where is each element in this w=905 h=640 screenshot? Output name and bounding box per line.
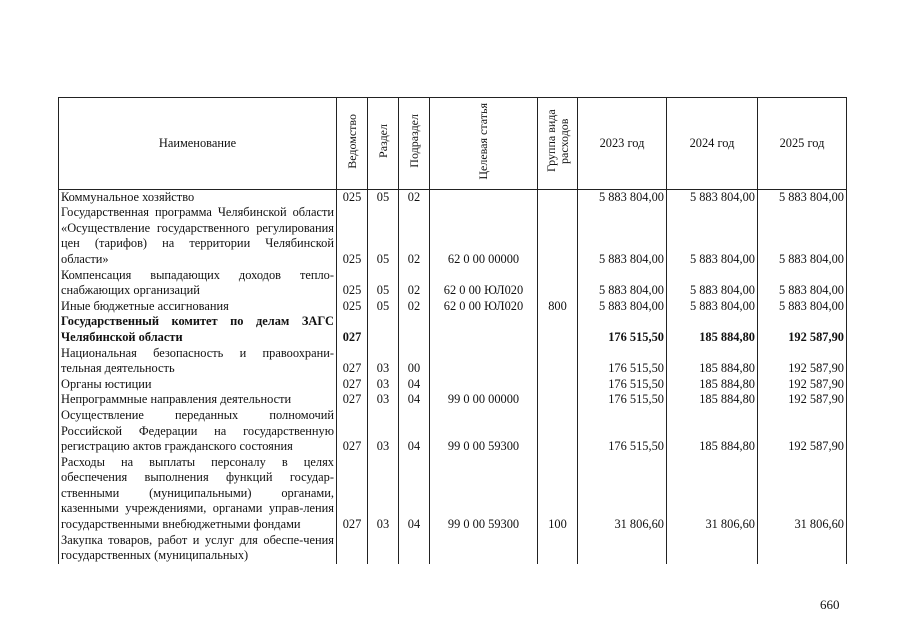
table-cell-vedomstvo: 025 (337, 299, 368, 315)
table-cell-vedomstvo: 025 (337, 205, 368, 267)
table-cell-2024: 185 884,80 (667, 346, 758, 377)
table-cell-celevaya-statya (430, 533, 538, 564)
table-cell-celevaya-statya (430, 189, 538, 205)
table-cell-2025: 192 587,90 (758, 346, 847, 377)
table-cell-gruppa (538, 392, 578, 408)
table-cell-gruppa (538, 268, 578, 299)
table-cell-podrazdel: 04 (399, 408, 430, 455)
table-cell-2025: 192 587,90 (758, 392, 847, 408)
table-cell-gruppa (538, 533, 578, 564)
table-cell-celevaya-statya: 62 0 00 ЮЛ020 (430, 299, 538, 315)
table-cell-2023: 5 883 804,00 (578, 268, 667, 299)
table-cell-2025: 5 883 804,00 (758, 205, 847, 267)
table-cell-vedomstvo: 025 (337, 268, 368, 299)
table-cell-razdel: 03 (368, 455, 399, 533)
table-cell-2023: 31 806,60 (578, 455, 667, 533)
table-cell-2025 (758, 533, 847, 564)
table-cell-vedomstvo: 027 (337, 346, 368, 377)
header-podrazdel: Подраздел (406, 114, 421, 168)
table-row (59, 268, 847, 299)
table-cell-razdel (368, 533, 399, 564)
header-vedomstvo: Ведомство (344, 113, 359, 169)
page-number: 660 (820, 597, 840, 612)
table-header-row (59, 98, 847, 190)
header-year-2023: 2023 год (578, 98, 667, 190)
table-cell-celevaya-statya: 62 0 00 00000 (430, 205, 538, 267)
table-cell-gruppa (538, 408, 578, 455)
header-celevaya-statya: Целевая статья (476, 102, 490, 180)
table-cell-2024: 185 884,80 (667, 408, 758, 455)
table-row (59, 408, 847, 455)
table-row (59, 377, 847, 393)
table-cell-2025: 192 587,90 (758, 377, 847, 393)
table-cell-gruppa (538, 346, 578, 377)
table-cell-2024: 31 806,60 (667, 455, 758, 533)
table-cell-2025: 5 883 804,00 (758, 299, 847, 315)
table-cell-gruppa: 800 (538, 299, 578, 315)
table-cell-name: Расходы на выплаты персоналу в целях обеспечения выполнения функций государ-ственными (муниципальными) органами, казенными учреждениями, органами управ-ления государственными внебюджетными фондами (59, 455, 337, 533)
table-cell-2024: 5 883 804,00 (667, 268, 758, 299)
table-cell-name: Государственная программа Челябинской области «Осуществление государственного регулирования цен (тарифов) на территории Челябинской области» (59, 205, 337, 267)
table-row (59, 189, 847, 205)
table-cell-celevaya-statya: 62 0 00 ЮЛ020 (430, 268, 538, 299)
table-cell-name: Национальная безопасность и правоохрани-тельная деятельность (59, 346, 337, 377)
table-cell-2023 (578, 533, 667, 564)
table-cell-name: Государственный комитет по делам ЗАГС Челябинской области (59, 314, 337, 345)
table-row (59, 205, 847, 267)
table-cell-name: Непрограммные направления деятельности (59, 392, 337, 408)
table-cell-podrazdel: 04 (399, 392, 430, 408)
table-cell-podrazdel: 02 (399, 205, 430, 267)
table-cell-razdel: 03 (368, 408, 399, 455)
table-cell-celevaya-statya (430, 377, 538, 393)
table-cell-vedomstvo: 025 (337, 189, 368, 205)
table-cell-name: Осуществление переданных полномочий Российской Федерации на государственную регистрацию актов гражданского состояния (59, 408, 337, 455)
header-razdel: Раздел (375, 124, 390, 158)
table-cell-2023: 5 883 804,00 (578, 299, 667, 315)
table-cell-2024: 5 883 804,00 (667, 189, 758, 205)
table-row (59, 455, 847, 533)
table-cell-razdel: 03 (368, 346, 399, 377)
table-cell-vedomstvo: 027 (337, 377, 368, 393)
table-cell-2023: 176 515,50 (578, 408, 667, 455)
table-cell-celevaya-statya (430, 314, 538, 345)
header-gruppa-vida-rashodov: Группа вида расходов (543, 109, 571, 173)
table-cell-razdel: 03 (368, 392, 399, 408)
table-cell-celevaya-statya (430, 346, 538, 377)
table-cell-vedomstvo: 027 (337, 408, 368, 455)
table-cell-2025: 5 883 804,00 (758, 189, 847, 205)
table-cell-gruppa (538, 189, 578, 205)
table-cell-razdel: 05 (368, 268, 399, 299)
table-cell-vedomstvo: 027 (337, 314, 368, 345)
table-row (59, 299, 847, 315)
header-year-2025: 2025 год (758, 98, 847, 190)
table-row (59, 314, 847, 345)
table-cell-podrazdel: 04 (399, 455, 430, 533)
table-cell-name: Органы юстиции (59, 377, 337, 393)
table-cell-podrazdel: 02 (399, 189, 430, 205)
table-cell-razdel: 05 (368, 205, 399, 267)
table-row (59, 346, 847, 377)
table-cell-podrazdel (399, 533, 430, 564)
table-row (59, 392, 847, 408)
table-cell-2025: 31 806,60 (758, 455, 847, 533)
header-year-2024: 2024 год (667, 98, 758, 190)
table-cell-razdel: 05 (368, 299, 399, 315)
table-cell-2023: 176 515,50 (578, 314, 667, 345)
table-cell-name: Закупка товаров, работ и услуг для обеспе-чения государственных (муниципальных) (59, 533, 337, 564)
table-cell-2025: 5 883 804,00 (758, 268, 847, 299)
table-row (59, 533, 847, 564)
table-cell-podrazdel: 02 (399, 299, 430, 315)
table-cell-2024: 5 883 804,00 (667, 299, 758, 315)
header-name: Наименование (59, 98, 337, 190)
table-cell-razdel: 05 (368, 189, 399, 205)
table-cell-2024: 185 884,80 (667, 392, 758, 408)
table-cell-podrazdel: 04 (399, 377, 430, 393)
table-cell-name: Иные бюджетные ассигнования (59, 299, 337, 315)
table-cell-gruppa (538, 205, 578, 267)
table-cell-razdel: 03 (368, 377, 399, 393)
table-cell-2024 (667, 533, 758, 564)
table-cell-celevaya-statya: 99 0 00 00000 (430, 392, 538, 408)
table-cell-vedomstvo: 027 (337, 455, 368, 533)
table-cell-podrazdel: 00 (399, 346, 430, 377)
table-cell-2024: 185 884,80 (667, 377, 758, 393)
table-cell-name: Коммунальное хозяйство (59, 189, 337, 205)
table-cell-gruppa (538, 314, 578, 345)
table-cell-2023: 5 883 804,00 (578, 205, 667, 267)
table-cell-2023: 176 515,50 (578, 392, 667, 408)
table-cell-gruppa (538, 377, 578, 393)
budget-table (58, 97, 847, 564)
table-cell-2025: 192 587,90 (758, 408, 847, 455)
table-cell-2024: 185 884,80 (667, 314, 758, 345)
table-cell-vedomstvo: 027 (337, 392, 368, 408)
table-cell-celevaya-statya: 99 0 00 59300 (430, 455, 538, 533)
table-cell-podrazdel: 02 (399, 268, 430, 299)
table-cell-2025: 192 587,90 (758, 314, 847, 345)
table-cell-2023: 176 515,50 (578, 377, 667, 393)
table-cell-podrazdel (399, 314, 430, 345)
table-cell-vedomstvo (337, 533, 368, 564)
table-cell-name: Компенсация выпадающих доходов тепло-снабжающих организаций (59, 268, 337, 299)
table-cell-razdel (368, 314, 399, 345)
table-cell-2023: 176 515,50 (578, 346, 667, 377)
table-cell-gruppa: 100 (538, 455, 578, 533)
table-cell-2024: 5 883 804,00 (667, 205, 758, 267)
table-cell-2023: 5 883 804,00 (578, 189, 667, 205)
table-cell-celevaya-statya: 99 0 00 59300 (430, 408, 538, 455)
